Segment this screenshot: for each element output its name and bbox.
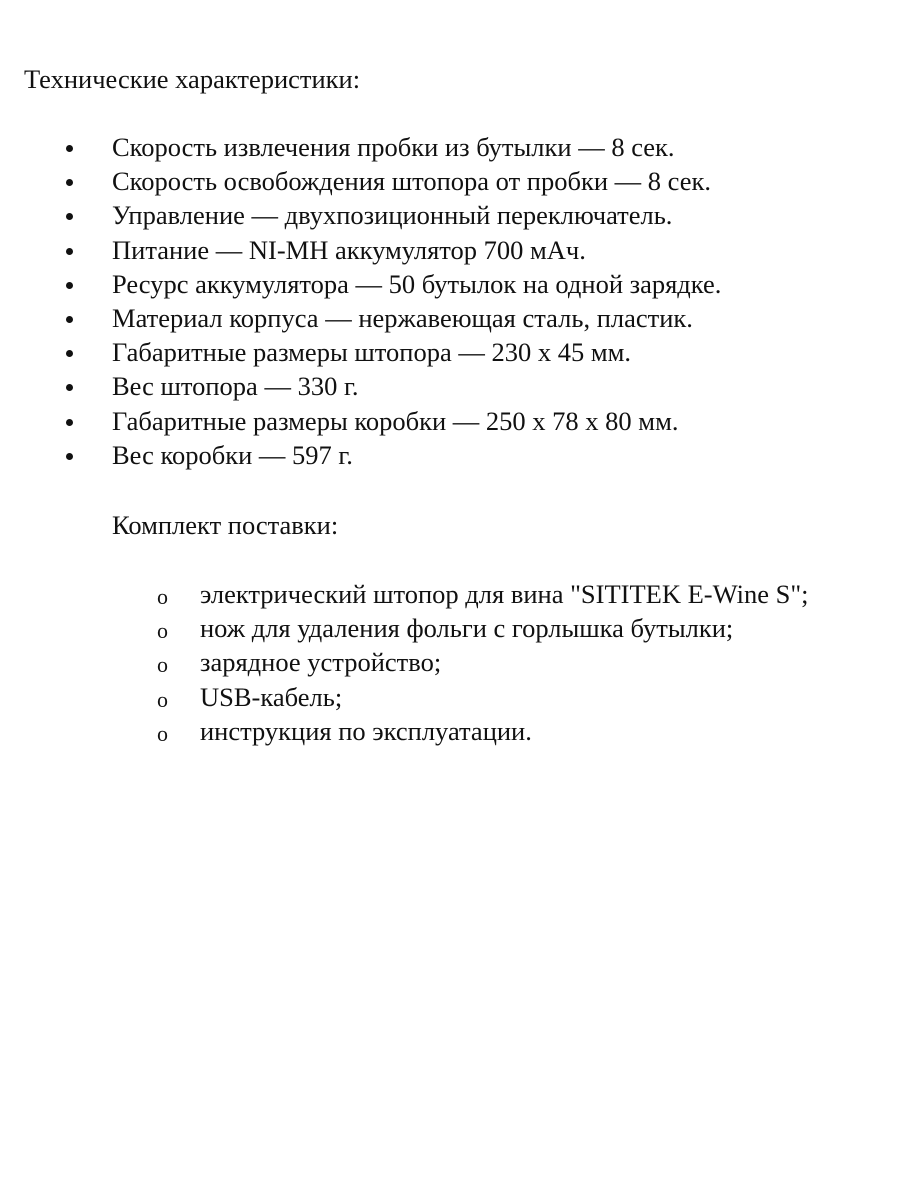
specs-heading: Технические характеристики: (24, 64, 361, 94)
spec-text: Вес коробки — 597 г. (112, 439, 353, 470)
spec-text: Питание — NI-MH аккумулятор 700 мАч. (112, 234, 586, 265)
spec-text: Скорость извлечения пробки из бутылки — 8 сек. (112, 132, 675, 162)
circle-bullet-icon: o (157, 618, 168, 644)
circle-bullet-icon: o (157, 652, 168, 678)
kit-text: зарядное устройство; (200, 647, 442, 678)
bullet-icon (66, 419, 73, 426)
spec-text: Габаритные размеры штопора — 230 х 45 мм. (112, 337, 631, 368)
spec-text: Скорость освобождения штопора от пробки — 8 сек. (112, 166, 711, 197)
kit-text: нож для удаления фольги с горлышка бутылки; (200, 613, 734, 644)
kit-text: USB-кабель; (200, 681, 343, 712)
kit-text: инструкция по эксплуатации. (200, 715, 532, 746)
kit-text: электрический штопор для вина "SITITEK E-Wine S"; (200, 579, 809, 609)
bullet-icon (66, 453, 73, 460)
bullet-icon (66, 248, 73, 255)
spec-text: Ресурс аккумулятора — 50 бутылок на одной зарядке. (112, 268, 722, 299)
spec-text: Материал корпуса — нержавеющая сталь, пластик. (112, 302, 693, 333)
bullet-icon (66, 213, 73, 220)
bullet-icon (66, 145, 73, 152)
circle-bullet-icon: o (157, 584, 168, 609)
bullet-icon (66, 316, 73, 323)
spec-text: Управление — двухпозиционный переключатель. (112, 200, 673, 231)
circle-bullet-icon: o (157, 720, 168, 746)
spec-text: Вес штопора — 330 г. (112, 371, 359, 402)
bullet-icon (66, 384, 73, 391)
kit-heading: Комплект поставки: (112, 510, 339, 540)
bullet-icon (66, 179, 73, 186)
bullet-icon (66, 350, 73, 357)
spec-text: Габаритные размеры коробки — 250 х 78 х 80 мм. (112, 405, 679, 436)
bullet-icon (66, 282, 73, 289)
circle-bullet-icon: o (157, 686, 168, 712)
